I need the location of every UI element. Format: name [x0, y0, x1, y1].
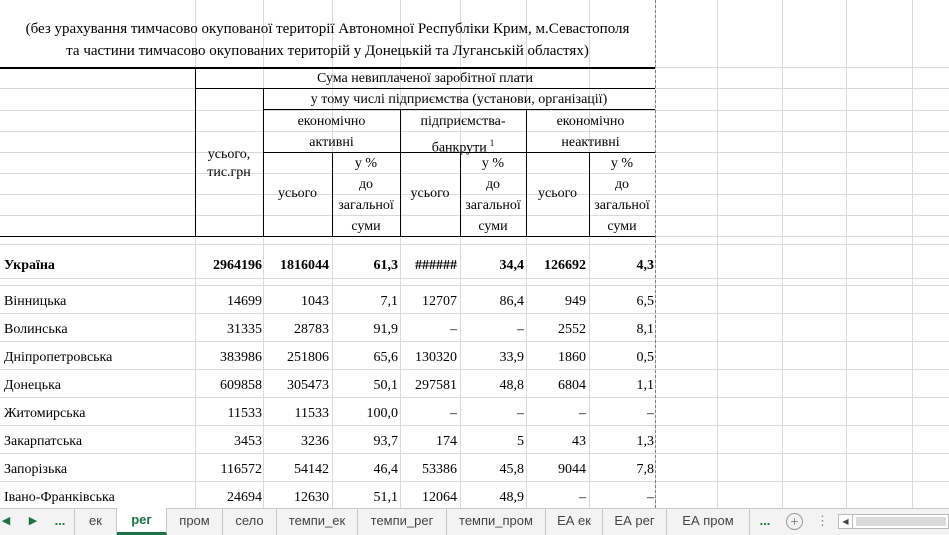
table-row-act: 12630: [294, 490, 329, 505]
header-all: усього: [538, 186, 577, 201]
table-row-bank: 12707: [422, 294, 457, 309]
table-row-total: 3453: [234, 434, 262, 449]
gridline: [0, 481, 949, 482]
table-row-bank: 297581: [415, 378, 457, 393]
gridline: [782, 0, 783, 508]
ukraine-row-bank-pct: 34,4: [499, 258, 524, 273]
gridline: [0, 285, 949, 286]
table-row-act-pct: 51,1: [373, 490, 398, 505]
table-row-act: 251806: [287, 350, 329, 365]
ukraine-row-inact: 126692: [544, 258, 586, 273]
table-row-region: Дніпропетровська: [4, 350, 113, 365]
scroll-tabs-left-button[interactable]: ◀: [1, 515, 11, 527]
header-percent: у %: [354, 156, 378, 171]
table-row-total: 14699: [227, 294, 262, 309]
gridline: [0, 397, 949, 398]
header-percent: у %: [481, 156, 505, 171]
table-row-bank-pct: 48,8: [499, 378, 524, 393]
table-row-act-pct: 50,1: [373, 378, 398, 393]
table-row-inact: 949: [565, 294, 586, 309]
table-row-region: Запорізька: [4, 462, 68, 477]
table-row-inact-pct: 6,5: [636, 294, 654, 309]
table-row-act: 305473: [287, 378, 329, 393]
table-row-region: Вінницька: [4, 294, 67, 309]
horizontal-scrollbar[interactable]: [838, 514, 949, 529]
table-row-act-pct: 100,0: [366, 406, 398, 421]
table-row-total: 11533: [227, 406, 262, 421]
table-row-act: 54142: [294, 462, 329, 477]
table-row-total: 116572: [220, 462, 262, 477]
gridline: [0, 194, 949, 195]
header-inactive: економічно: [556, 114, 625, 129]
gridline: [0, 341, 949, 342]
gridline: [0, 453, 949, 454]
table-row-total: 31335: [227, 322, 262, 337]
table-title: та частини тимчасово окупованих територій у Донецькій та Луганській областях): [66, 43, 589, 59]
table-row-bank: 174: [436, 434, 457, 449]
table-row-inact: –: [579, 406, 586, 421]
header-bankrupt: [400, 135, 526, 157]
cell-border: [0, 236, 655, 237]
table-row-inact-pct: –: [647, 490, 654, 505]
gridline: [0, 369, 949, 370]
table-row-bank-pct: 48,9: [499, 490, 524, 505]
sheet-tab[interactable]: темпи_пром: [447, 509, 546, 535]
table-row-inact: 9044: [558, 462, 586, 477]
header-percent: до: [485, 177, 501, 192]
header-all: усього: [278, 186, 317, 201]
header-total: усього,: [207, 147, 251, 162]
table-row-bank: –: [450, 406, 457, 421]
header-percent: суми: [607, 219, 637, 234]
ukraine-row-inact-pct: 4,3: [636, 258, 654, 273]
table-row-inact-pct: 8,1: [636, 322, 654, 337]
gridline: [0, 215, 949, 216]
scroll-tabs-right-button[interactable]: ▶: [28, 515, 38, 527]
header-percent: у %: [610, 156, 634, 171]
table-row-inact: 1860: [558, 350, 586, 365]
table-row-total: 24694: [227, 490, 262, 505]
tab-splitter-handle[interactable]: ⋮: [816, 513, 829, 528]
sheet-tab[interactable]: пром: [167, 509, 223, 535]
cell-border: [195, 88, 655, 89]
gridline: [0, 313, 949, 314]
header-percent: до: [358, 177, 374, 192]
table-row-inact: 6804: [558, 378, 586, 393]
sheet-tab[interactable]: ЕА рег: [603, 509, 667, 535]
table-title: (без урахування тимчасово окупованої території Автономної Республіки Крим, м.Севастополя: [25, 21, 630, 37]
scrollbar-thumb[interactable]: [856, 517, 946, 526]
gridline: [0, 173, 949, 174]
ukraine-row-act: 1816044: [280, 258, 329, 273]
table-row-region: Житомирська: [4, 406, 86, 421]
sheet-tab[interactable]: рег: [117, 508, 167, 535]
table-row-act: 1043: [301, 294, 329, 309]
gridline: [0, 425, 949, 426]
table-row-inact-pct: 1,1: [636, 378, 654, 393]
table-row-inact-pct: 1,3: [636, 434, 654, 449]
header-percent: загальної: [338, 198, 394, 213]
cell-border: [0, 67, 655, 69]
table-row-bank-pct: –: [517, 406, 524, 421]
add-sheet-icon[interactable]: +: [786, 513, 803, 530]
table-row-region: Івано-Франківська: [4, 490, 115, 505]
ukraine-row-bank: ######: [415, 258, 457, 273]
table-row-bank: 53386: [422, 462, 457, 477]
header-bankrupt-label: банкрути: [431, 140, 487, 156]
header-percent: суми: [478, 219, 508, 234]
table-row-inact: 43: [572, 434, 586, 449]
table-row-region: Закарпатська: [4, 434, 83, 449]
gridline: [0, 131, 949, 132]
gridline: [0, 244, 949, 245]
table-row-total: 609858: [220, 378, 262, 393]
table-row-act-pct: 93,7: [373, 434, 398, 449]
header-all: усього: [410, 186, 450, 201]
table-row-inact: –: [579, 490, 586, 505]
table-row-region: Донецька: [4, 378, 61, 393]
ukraine-row-total: 2964196: [213, 258, 262, 273]
sheet-tab[interactable]: темпи_рег: [358, 509, 447, 535]
header-percent: загальної: [465, 198, 521, 213]
sheet-tab[interactable]: темпи_ек: [277, 509, 358, 535]
table-row-act: 3236: [301, 434, 329, 449]
table-row-bank-pct: 5: [517, 434, 524, 449]
more-tabs-left-button[interactable]: ...: [46, 509, 75, 535]
header-main: Сума невиплаченої заробітної плати: [316, 71, 534, 86]
table-row-act-pct: 7,1: [380, 294, 398, 309]
cell-border: [263, 88, 264, 237]
table-row-act-pct: 46,4: [373, 462, 398, 477]
table-row-bank: 130320: [415, 350, 457, 365]
sheet-tab-bar: [0, 508, 949, 535]
sheet-tab[interactable]: ек: [75, 509, 117, 535]
table-row-inact-pct: –: [647, 406, 654, 421]
gridline: [0, 110, 949, 111]
header-bankrupt: підприємства-: [420, 114, 506, 129]
ukraine-row-act-pct: 61,3: [373, 258, 398, 273]
table-row-bank-pct: 33,9: [499, 350, 524, 365]
table-row-act: 11533: [294, 406, 329, 421]
sheet-tab[interactable]: село: [223, 509, 277, 535]
table-row-region: Волинська: [4, 322, 68, 337]
table-row-bank-pct: 45,8: [499, 462, 524, 477]
table-row-inact-pct: 0,5: [636, 350, 654, 365]
gridline: [846, 0, 847, 508]
footnote-mark: 1: [489, 138, 495, 148]
gridline: [0, 278, 949, 279]
table-row-bank-pct: 86,4: [499, 294, 524, 309]
sheet-tab[interactable]: ЕА ек: [546, 509, 603, 535]
table-row-inact-pct: 7,8: [636, 462, 654, 477]
table-row-bank-pct: –: [517, 322, 524, 337]
gridline: [912, 0, 913, 508]
page-break-line: [655, 0, 656, 508]
table-row-bank: 12064: [422, 490, 457, 505]
header-inactive: неактивні: [561, 135, 620, 150]
table-row-bank: –: [450, 322, 457, 337]
header-total: тис.грн: [207, 165, 251, 180]
sheet-tab[interactable]: ЕА пром: [667, 509, 750, 535]
header-percent: до: [614, 177, 630, 192]
gridline: [717, 0, 718, 508]
header-percent: загальної: [594, 198, 650, 213]
more-tabs-right-button[interactable]: ...: [759, 513, 771, 528]
header-active: економічно: [297, 114, 366, 129]
ukraine-row-region: Україна: [4, 258, 55, 273]
table-row-act: 28783: [294, 322, 329, 337]
cell-border: [263, 109, 655, 110]
header-percent: суми: [351, 219, 381, 234]
table-row-total: 383986: [220, 350, 262, 365]
table-row-act-pct: 65,6: [373, 350, 398, 365]
header-active: активні: [309, 135, 354, 150]
scroll-left-arrow-icon[interactable]: ◀: [839, 515, 853, 528]
table-row-act-pct: 91,9: [373, 322, 398, 337]
header-included: у тому числі підприємства (установи, організації): [310, 92, 608, 107]
table-row-inact: 2552: [558, 322, 586, 337]
